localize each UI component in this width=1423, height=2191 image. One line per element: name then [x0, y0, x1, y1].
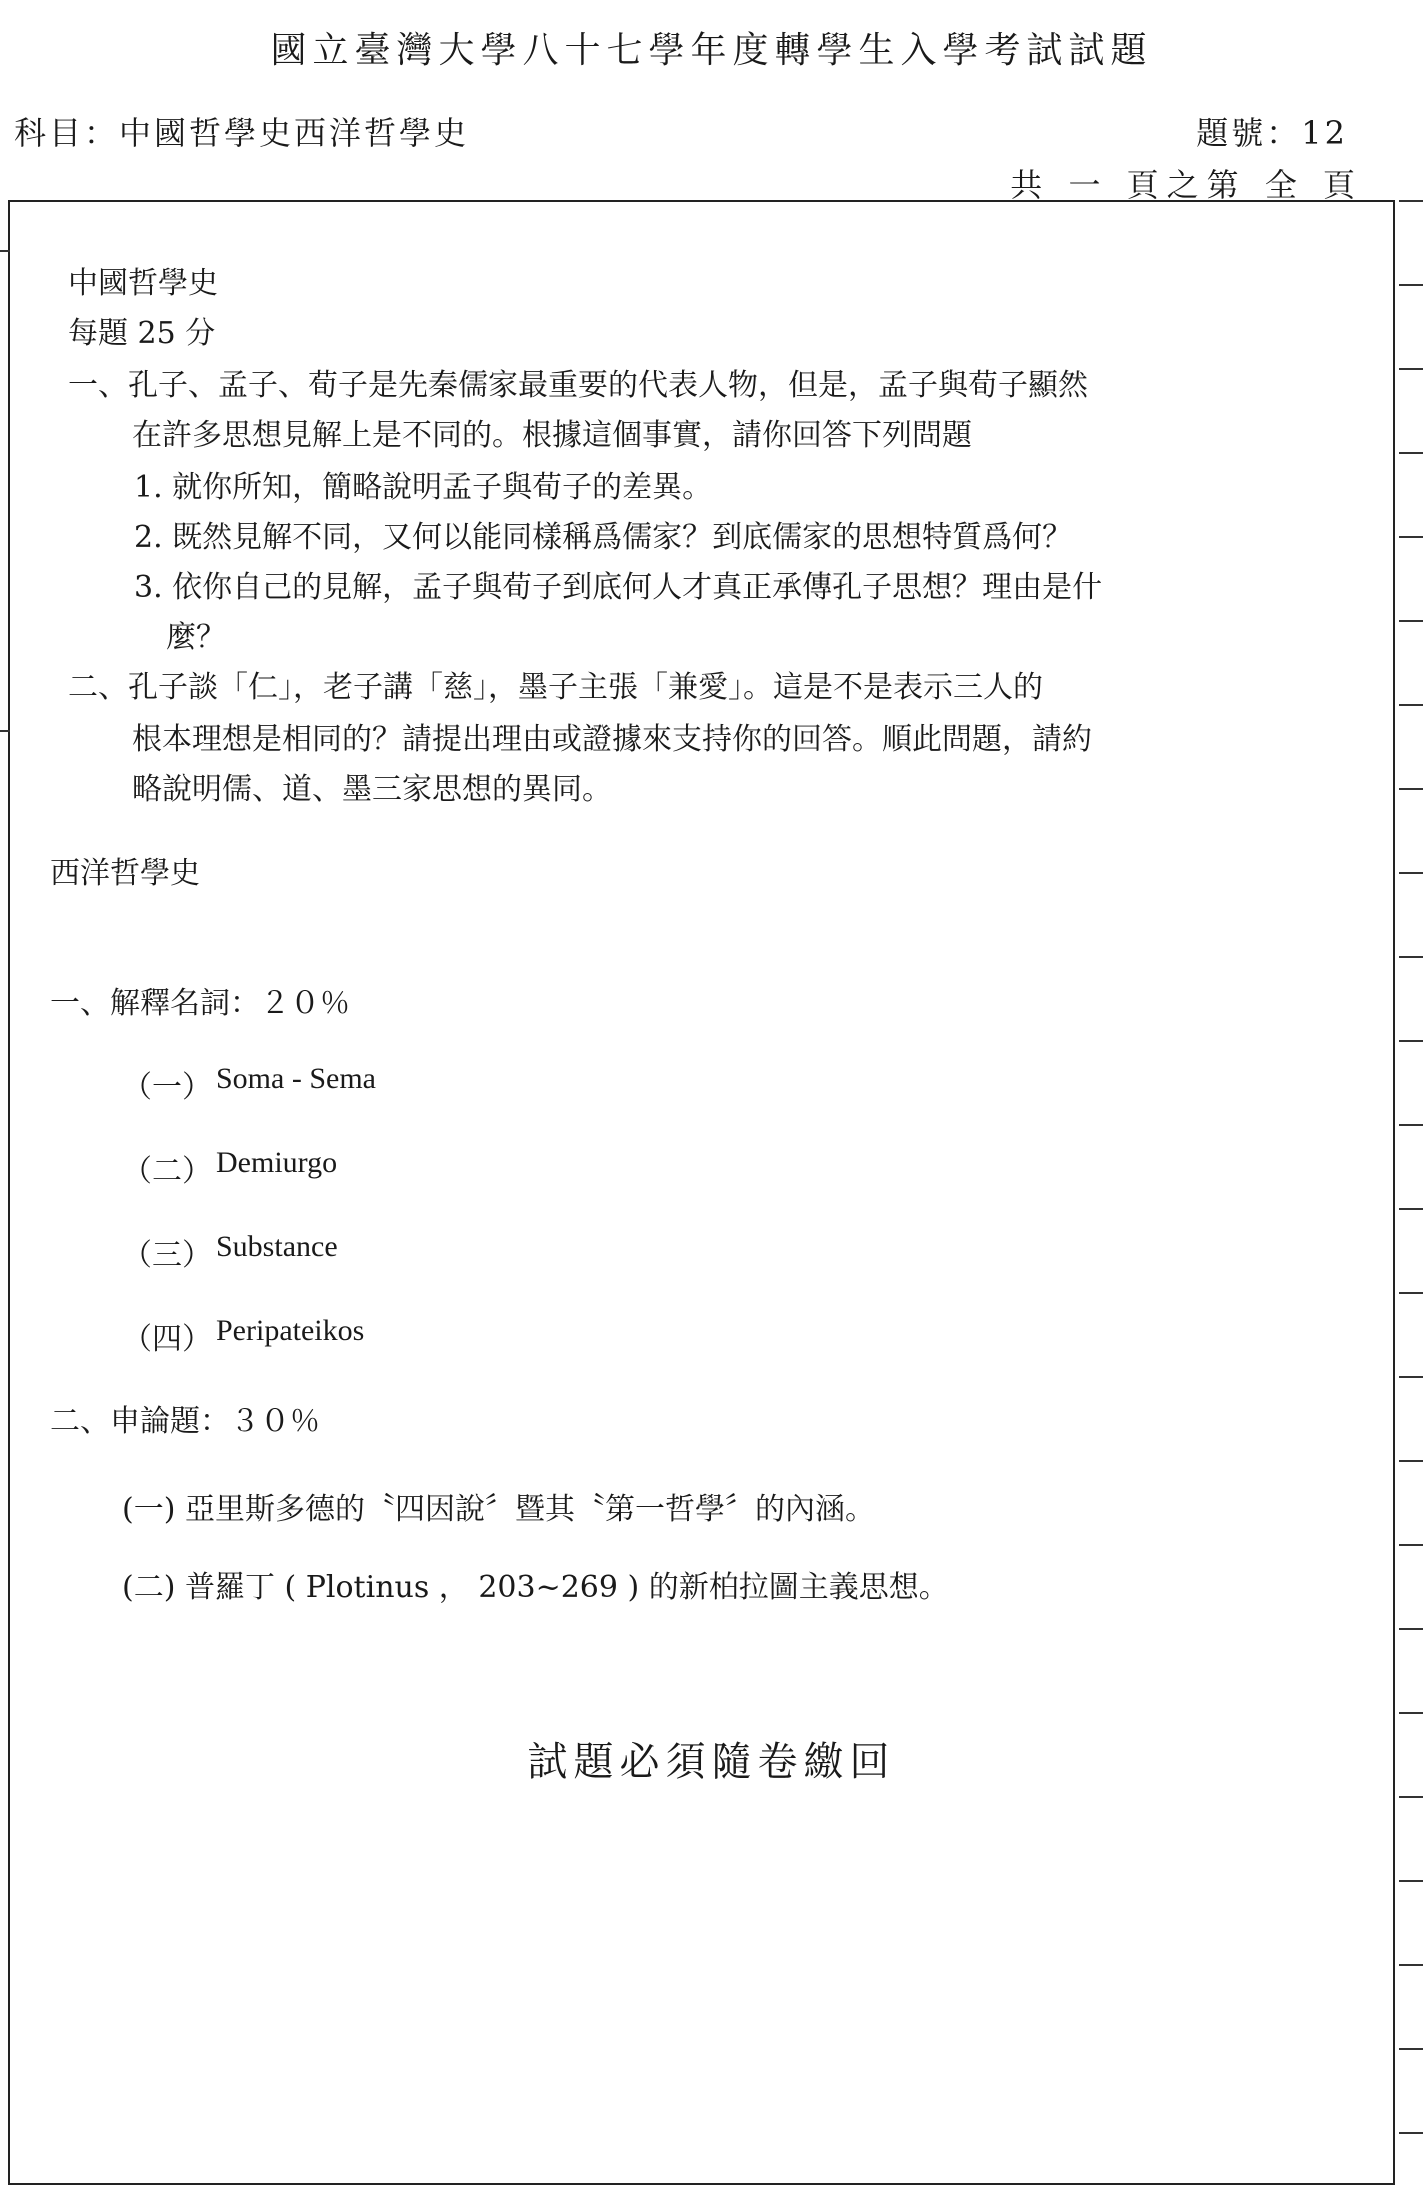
- exam-title: 國立臺灣大學八十七學年度轉學生入學考試試題: [270, 30, 1153, 71]
- points-note: 每題 25 分: [68, 316, 216, 351]
- term-4: Peripateikos: [216, 1314, 365, 1347]
- return-exam-note: 試題必須隨卷繳回: [527, 1739, 896, 1785]
- question-1-sub-3-line-2: 麼？: [166, 620, 226, 655]
- question-1-line-2: 在許多思想見解上是不同的。根據這個事實，請你回答下列問題: [132, 418, 972, 453]
- essay-question-1: (一) 亞里斯多德的〝四因說〞暨其〝第一哲學〞的內涵。: [122, 1492, 875, 1527]
- question-2-line-2: 根本理想是相同的？請提出理由或證據來支持你的回答。順此問題，請約: [132, 722, 1092, 757]
- term-3: Substance: [216, 1230, 338, 1263]
- right-edge-ticks: [1397, 200, 1423, 2190]
- essay-question-2: (二) 普羅丁 ( Plotinus ， 203~269 ) 的新柏拉圖主義思想。: [122, 1570, 949, 1605]
- term-1: Soma - Sema: [216, 1062, 376, 1095]
- page-count: 共 一 頁之第 全 頁: [1010, 166, 1363, 204]
- term-4-label: （四）: [122, 1322, 212, 1357]
- question-1-line-1: 一、孔子、孟子、荀子是先秦儒家最重要的代表人物，但是，孟子與荀子顯然: [68, 368, 1088, 403]
- subject-line: 科目：中國哲學史西洋哲學史: [14, 114, 470, 152]
- section-title-chinese: 中國哲學史: [68, 266, 218, 301]
- term-1-label: （一）: [122, 1070, 212, 1105]
- question-1-sub-1: 1. 就你所知，簡略說明孟子與荀子的差異。: [134, 470, 713, 505]
- margin-tick: [0, 250, 10, 252]
- part-2-heading: 二、申論題：３０％: [50, 1404, 320, 1439]
- question-2-line-1: 二、孔子談「仁」，老子講「慈」，墨子主張「兼愛」。這是不是表示三人的: [68, 670, 1043, 705]
- section-title-western: 西洋哲學史: [50, 856, 200, 891]
- question-number: 題號：12: [1196, 114, 1348, 152]
- question-1-sub-3-line-1: 3. 依你自己的見解，孟子與荀子到底何人才真正承傳孔子思想？理由是什: [134, 570, 1103, 605]
- term-2-label: （二）: [122, 1154, 212, 1189]
- question-2-line-3: 略說明儒、道、墨三家思想的異同。: [132, 772, 612, 807]
- part-1-heading: 一、解釋名詞：２０％: [50, 986, 350, 1021]
- term-3-label: （三）: [122, 1238, 212, 1273]
- margin-tick: [0, 730, 10, 732]
- question-1-sub-2: 2. 既然見解不同，又何以能同樣稱爲儒家？到底儒家的思想特質爲何？: [134, 520, 1073, 555]
- term-2: Demiurgo: [216, 1146, 338, 1179]
